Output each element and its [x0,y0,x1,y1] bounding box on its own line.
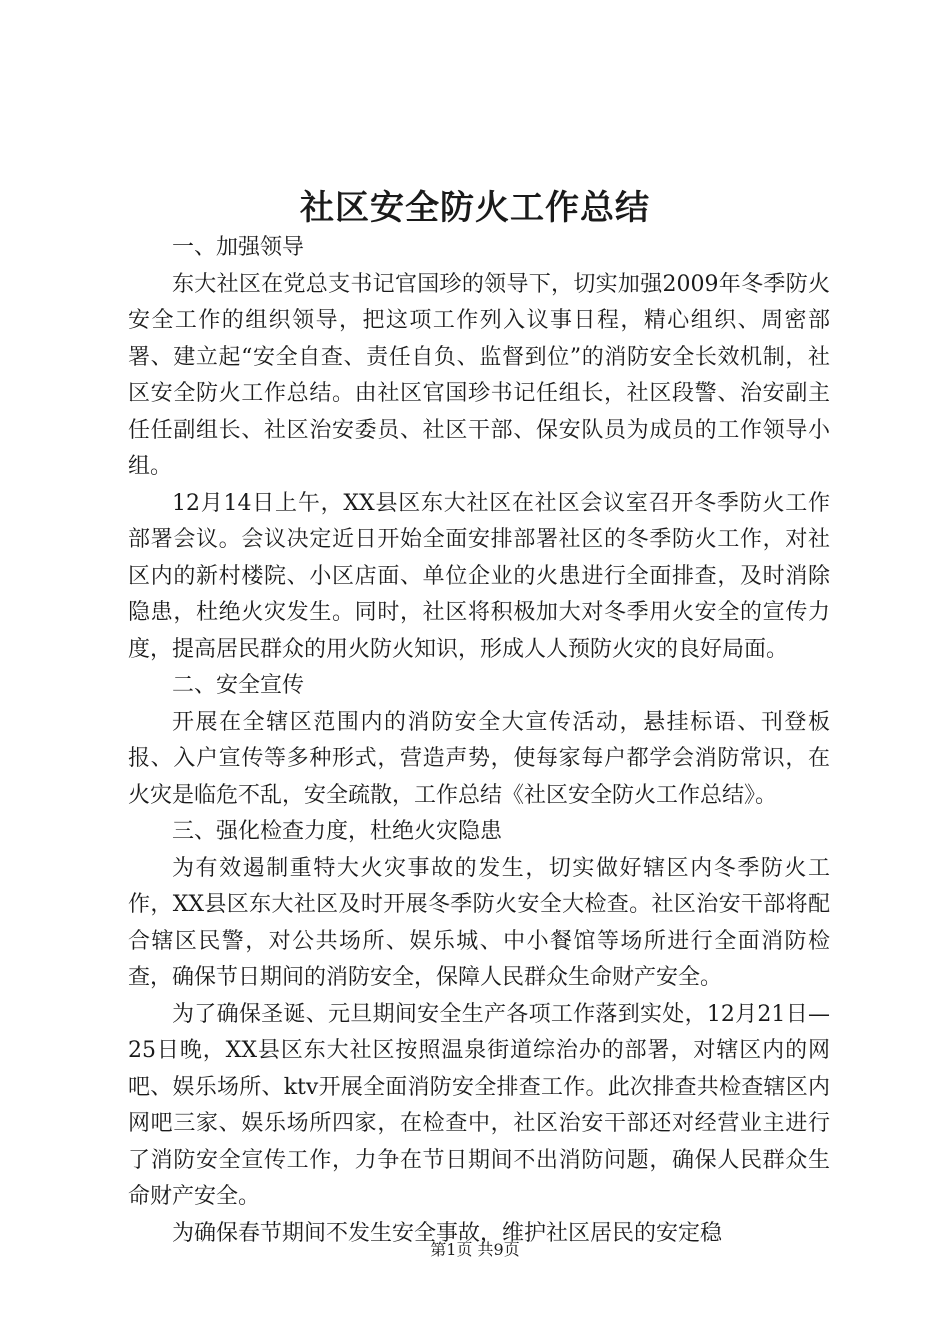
paragraph: 为了确保圣诞、元旦期间安全生产各项工作落到实处，12月21日—25日晚，XX县区东大社区按照温泉街道综治办的部署，对辖区内的网吧、娱乐场所、ktv开展全面消防安全排查工作。此次排查共检查辖区内网吧三家、娱乐场所四家，在检查中，社区治安干部还对经营业主进行了消防安全宣传工作，力争在节日期间不出消防问题，确保人民群众生命财产安全。 [128,1001,830,1209]
paragraph: 12月14日上午，XX县区东大社区在社区会议室召开冬季防火工作部署会议。会议决定近日开始全面安排部署社区的冬季防火工作，对社区内的新村楼院、小区店面、单位企业的火患进行全面排查，及时消除隐患，杜绝火灾发生。同时，社区将积极加大对冬季用火安全的宣传力度，提高居民群众的用火防火知识，形成人人预防火灾的良好局面。 [128,490,830,662]
paragraph: 为有效遏制重特大火灾事故的发生，切实做好辖区内冬季防火工作，XX县区东大社区及时开展冬季防火安全大检查。社区治安干部将配合辖区民警，对公共场所、娱乐城、中小餐馆等场所进行全面消防检查，确保节日期间的消防安全，保障人民群众生命财产安全。 [128,855,830,990]
paragraph: 东大社区在党总支书记官国珍的领导下，切实加强2009年冬季防火安全工作的组织领导，把这项工作列入议事日程，精心组织、周密部署、建立起“安全自查、责任自负、监督到位”的消防安全长效机制，社区安全防火工作总结。由社区官国珍书记任组长，社区段警、治安副主任任副组长、社区治安委员、社区干部、保安队员为成员的工作领导小组。 [128,271,830,479]
section-heading-2: 二、安全宣传 [172,673,305,698]
section-heading-1: 一、加强领导 [172,235,305,260]
page-number-footer: 第1页 共9页 [430,1240,520,1259]
paragraph: 为确保春节期间不发生安全事故，维护社区居民的安定稳 [172,1220,723,1246]
document-body [128,230,830,1252]
paragraph: 开展在全辖区范围内的消防安全大宣传活动，悬挂标语、刊登板报、入户宣传等多种形式，营造声势，使每家每户都学会消防常识，在火灾是临危不乱，安全疏散，工作总结《社区安全防火工作总结》。 [128,709,830,808]
document-title: 社区安全防火工作总结 [300,188,650,228]
section-heading-3: 三、强化检查力度，杜绝火灾隐患 [172,819,503,844]
